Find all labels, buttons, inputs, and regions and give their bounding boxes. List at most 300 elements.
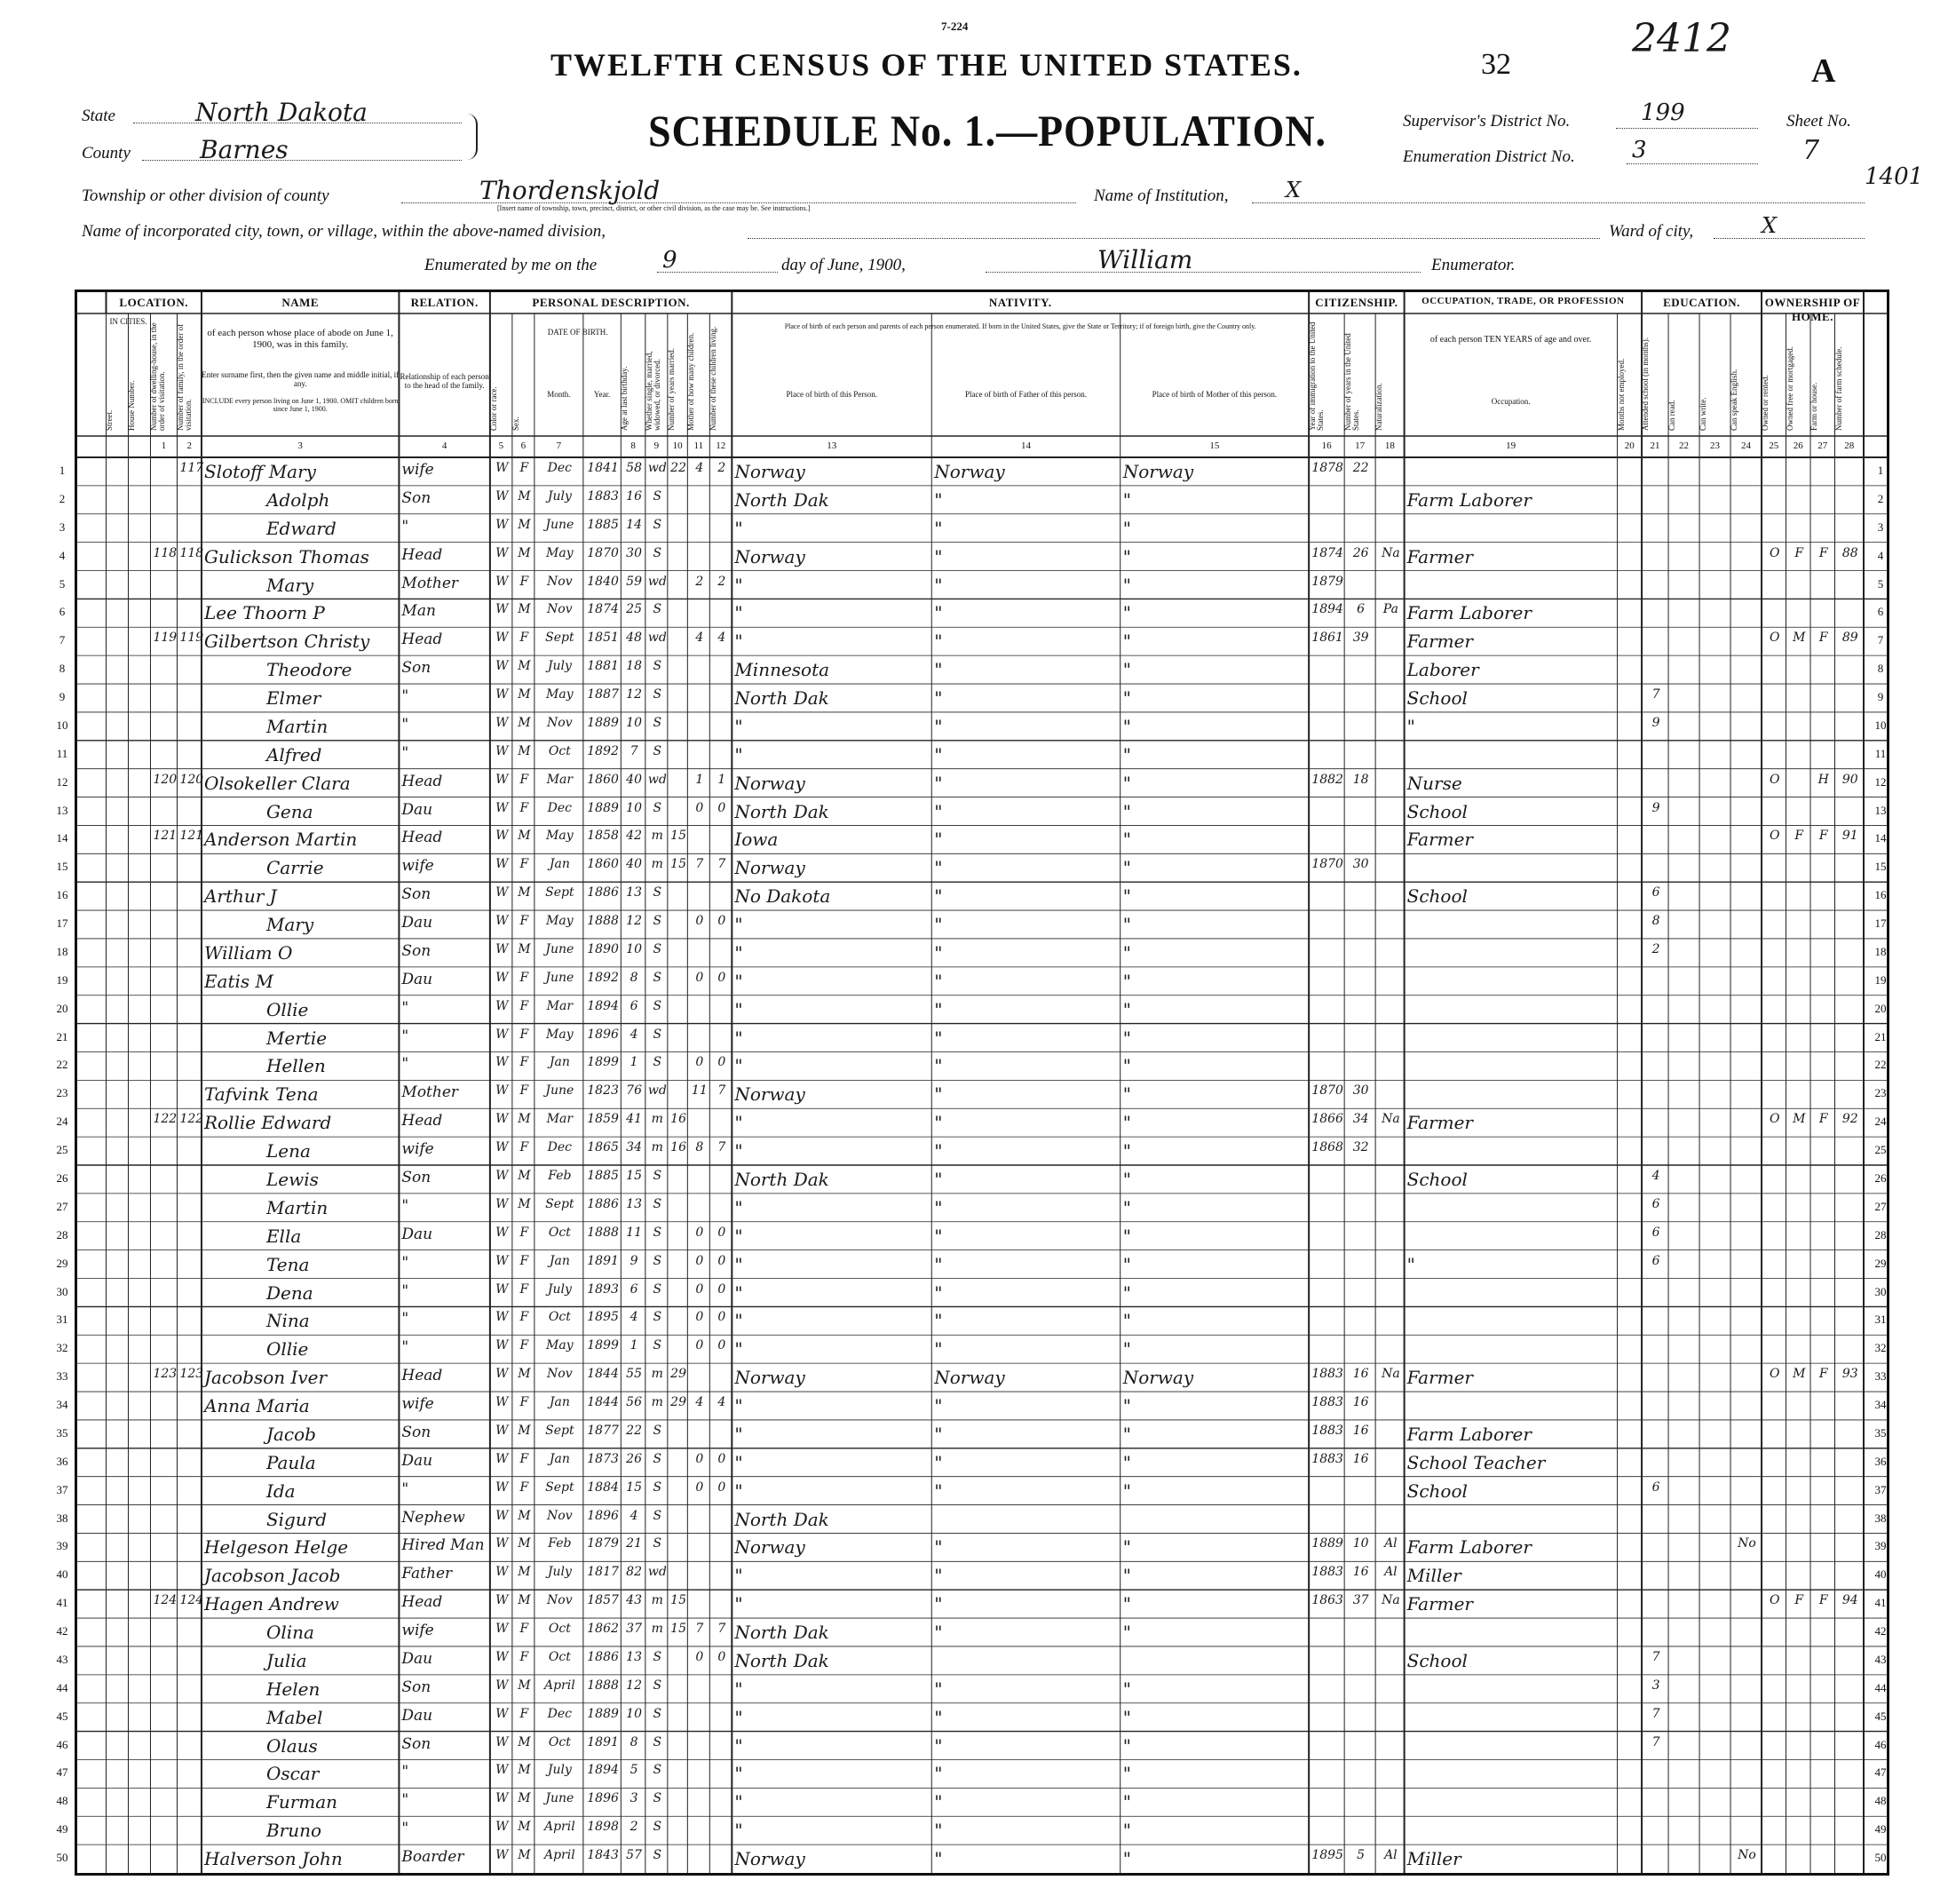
- cell-bm: ": [1122, 829, 1131, 851]
- cell-sex: F: [519, 857, 529, 872]
- cell-name: Hagen Andrew: [203, 1593, 339, 1615]
- cell-mar: S: [653, 1763, 662, 1778]
- cell-month: Feb: [548, 1536, 572, 1551]
- cell-age: 12: [626, 687, 642, 702]
- cell-yus: 26: [1352, 545, 1369, 560]
- cell-month: Nov: [547, 715, 573, 730]
- cell-month: Oct: [548, 743, 571, 758]
- cell-bf: ": [934, 743, 943, 766]
- cell-month: Oct: [548, 1225, 571, 1240]
- cell-age: 16: [626, 488, 642, 504]
- table-row: [56, 1816, 1887, 1844]
- cell-age: 11: [626, 1225, 642, 1240]
- cell-occ: Farmer: [1406, 631, 1473, 653]
- cell-bp: North Dak: [734, 687, 829, 710]
- cell-bf: ": [934, 1734, 943, 1757]
- cell-year: 1886: [587, 1649, 619, 1664]
- column-header-farm_house: Farm or house.: [1809, 382, 1818, 431]
- cell-age: 15: [626, 1480, 642, 1495]
- cell-name: Gilbertson Christy: [203, 631, 370, 653]
- cell-bm: ": [1122, 970, 1131, 992]
- cell-month: Sept: [545, 1480, 574, 1495]
- row-number-right: 44: [1874, 1680, 1887, 1694]
- cell-own: O: [1770, 772, 1780, 787]
- cell-free: M: [1793, 1112, 1806, 1127]
- row-number-left: 30: [56, 1284, 68, 1298]
- cell-bp: North Dak: [734, 1649, 829, 1671]
- cell-bf: ": [934, 1565, 943, 1587]
- cell-bp: ": [734, 517, 743, 539]
- row-number-left: 18: [56, 944, 68, 958]
- cell-name: Olina: [265, 1622, 314, 1644]
- cell-bf: Norway: [934, 1367, 1005, 1389]
- cell-rel: ": [401, 1027, 409, 1045]
- cell-mo: 0: [695, 1253, 704, 1268]
- cell-bm: ": [1122, 1706, 1131, 1728]
- column-header-sex: Sex.: [511, 416, 520, 431]
- column-header-children_living: Number of these children living.: [709, 326, 718, 431]
- cell-occ: School Teacher: [1406, 1451, 1546, 1473]
- state-label: State: [82, 107, 115, 125]
- cell-bm: ": [1122, 857, 1131, 879]
- cell-mo: 2: [695, 574, 704, 589]
- cell-bf: ": [934, 1536, 943, 1559]
- cell-bf: ": [934, 1622, 943, 1644]
- row-number-right: 31: [1874, 1313, 1887, 1327]
- cell-mar: S: [653, 1055, 662, 1070]
- cell-year: 1893: [587, 1281, 619, 1297]
- cell-year: 1896: [587, 1791, 619, 1806]
- cell-bp: ": [734, 574, 743, 596]
- column-header-marital: Whether single, married, widowed, or divorced.: [644, 351, 662, 431]
- cell-fs: 91: [1841, 829, 1858, 844]
- table-row: [56, 1024, 1887, 1052]
- row-number-right: 24: [1874, 1115, 1887, 1129]
- cell-month: Oct: [548, 1649, 571, 1664]
- cell-mar: S: [653, 1480, 662, 1495]
- table-row: [56, 1363, 1887, 1392]
- cell-bf: ": [934, 1310, 943, 1332]
- cell-age: 42: [626, 829, 642, 844]
- cell-sex: F: [519, 1083, 529, 1099]
- cell-bp: Norway: [734, 772, 805, 794]
- cell-age: 6: [630, 998, 638, 1013]
- cell-age: 82: [626, 1565, 642, 1580]
- cell-month: May: [546, 1027, 574, 1042]
- cell-color: W: [495, 1565, 509, 1580]
- cell-bm: ": [1122, 1225, 1131, 1247]
- cell-color: W: [495, 1395, 509, 1410]
- cell-name: Tena: [265, 1253, 310, 1275]
- column-header-color: Color or race.: [488, 386, 498, 431]
- cell-color: W: [495, 914, 509, 929]
- cell-name: Carrie: [265, 857, 324, 879]
- cell-year: 1894: [587, 998, 619, 1013]
- table-row: [56, 910, 1887, 939]
- cell-year: 1877: [587, 1423, 619, 1438]
- cell-rel: Head: [401, 1112, 443, 1130]
- cell-fh: F: [1818, 1112, 1828, 1127]
- cell-bp: Norway: [734, 461, 805, 482]
- cell-occ: Farmer: [1406, 1367, 1473, 1389]
- cell-dw: 123: [153, 1367, 178, 1382]
- cell-bm: ": [1122, 1140, 1131, 1162]
- column-number: 5: [498, 440, 504, 451]
- cell-bp: ": [734, 1423, 743, 1445]
- table-row: [56, 1080, 1887, 1108]
- cell-name: Theodore: [265, 659, 352, 681]
- cell-age: 59: [626, 574, 642, 589]
- row-number-left: 25: [56, 1143, 68, 1157]
- row-number-right: 21: [1874, 1029, 1887, 1043]
- column-header-name_desc: of each person whose place of abode on June 1, 1900, was in this family.: [207, 328, 393, 350]
- cell-fs: 90: [1841, 772, 1858, 787]
- cell-age: 26: [626, 1451, 642, 1466]
- cell-year: 1887: [587, 687, 619, 702]
- column-number: 21: [1650, 440, 1660, 451]
- cell-color: W: [495, 800, 509, 815]
- cell-name: Jacobson Iver: [203, 1367, 328, 1389]
- table-row: [56, 797, 1887, 826]
- row-number-left: 44: [56, 1680, 68, 1694]
- cell-mar: S: [653, 1310, 662, 1325]
- cell-occ: Farm Laborer: [1406, 488, 1532, 511]
- row-number-right: 41: [1874, 1596, 1887, 1610]
- cell-bp: ": [734, 1310, 743, 1332]
- row-number-right: 7: [1877, 633, 1884, 647]
- cell-bm: ": [1122, 1310, 1131, 1332]
- county-value: Barnes: [200, 135, 289, 164]
- cell-month: Mar: [546, 772, 574, 787]
- row-number-left: 8: [59, 662, 66, 676]
- cell-mar: S: [653, 914, 662, 929]
- row-number-left: 49: [56, 1822, 68, 1837]
- cell-bf: ": [934, 1593, 943, 1615]
- cell-fam: 118: [179, 545, 204, 560]
- cell-name: Tafvink Tena: [203, 1083, 319, 1106]
- cell-nat: Na: [1382, 1593, 1400, 1608]
- cell-year: 1892: [587, 743, 619, 758]
- column-header-house_number: House Number.: [127, 380, 137, 431]
- table-row: [56, 1306, 1887, 1335]
- cell-att: 6: [1651, 885, 1660, 900]
- cell-mar: S: [653, 1678, 662, 1693]
- column-number: 10: [672, 440, 683, 451]
- cell-name: Hellen: [265, 1055, 326, 1077]
- cell-bm: ": [1122, 1763, 1131, 1785]
- cell-month: Mar: [546, 1112, 574, 1127]
- cell-imm: 1883: [1311, 1423, 1343, 1438]
- cell-bf: ": [934, 800, 943, 822]
- row-number-left: 50: [56, 1851, 68, 1865]
- cell-rel: Head: [401, 1367, 443, 1385]
- row-number-left: 42: [56, 1624, 68, 1638]
- cell-year: 1888: [587, 1678, 619, 1693]
- cell-year: 1843: [587, 1848, 619, 1863]
- cell-cl: 0: [717, 1480, 726, 1495]
- cell-color: W: [495, 885, 509, 900]
- cell-age: 10: [626, 800, 642, 815]
- cell-year: 1870: [587, 545, 619, 560]
- cell-ym: 16: [670, 1112, 686, 1127]
- cell-sex: F: [519, 1451, 529, 1466]
- cell-bp: ": [734, 1451, 743, 1473]
- row-number-right: 11: [1874, 746, 1887, 760]
- cell-occ: School: [1406, 687, 1468, 710]
- cell-age: 1: [630, 1338, 638, 1353]
- column-header-can_read: Can read.: [1667, 400, 1677, 431]
- cell-rel: Head: [401, 545, 443, 564]
- cell-rel: ": [401, 998, 409, 1017]
- cell-year: 1841: [587, 461, 619, 475]
- table-row: [56, 1618, 1887, 1646]
- row-number-right: 3: [1877, 520, 1884, 534]
- cell-occ: School: [1406, 1480, 1468, 1502]
- cell-rel: wife: [401, 1395, 434, 1414]
- cell-att: 6: [1651, 1253, 1660, 1268]
- cell-bp: North Dak: [734, 1169, 829, 1190]
- cell-mar: S: [653, 1281, 662, 1297]
- cell-bf: ": [934, 772, 943, 794]
- cell-cl: 7: [717, 1140, 726, 1155]
- cell-age: 8: [630, 1734, 638, 1749]
- column-header-can_write: Can write.: [1699, 397, 1708, 431]
- cell-mo: 0: [695, 1451, 704, 1466]
- cell-bp: ": [734, 1706, 743, 1728]
- cell-sex: F: [519, 1480, 529, 1495]
- institution-label: Name of Institution,: [1094, 186, 1229, 205]
- cell-bp: ": [734, 1253, 743, 1275]
- cell-name: Eatis M: [203, 970, 274, 992]
- row-number-left: 22: [56, 1058, 68, 1072]
- cell-color: W: [495, 687, 509, 702]
- column-header-nativity_desc: Place of birth of each person and parents of each person enumerated. If born in the United States, give the State or Territory; if of foreign birth, give the Country only.: [784, 322, 1256, 330]
- column-header-years_married: Number of years married.: [666, 348, 676, 431]
- cell-name: Anna Maria: [203, 1395, 310, 1417]
- cell-bm: ": [1122, 1480, 1131, 1502]
- cell-color: W: [495, 488, 509, 504]
- cell-month: April: [543, 1820, 575, 1835]
- cell-color: W: [495, 1140, 509, 1155]
- row-number-right: 23: [1874, 1086, 1887, 1100]
- cell-bf: ": [934, 715, 943, 737]
- table-row: [56, 1222, 1887, 1250]
- column-number: 16: [1321, 440, 1332, 451]
- cell-color: W: [495, 1820, 509, 1835]
- row-number-right: 1: [1877, 464, 1884, 477]
- cell-cl: 4: [717, 631, 726, 646]
- cell-cl: 0: [717, 800, 726, 815]
- cell-mar: S: [653, 1225, 662, 1240]
- cell-bm: ": [1122, 631, 1131, 653]
- column-header-relation_desc: Relationship of each person to the head of the family.: [400, 372, 489, 391]
- cell-bp: ": [734, 1791, 743, 1813]
- table-row: [59, 684, 1887, 712]
- cell-occ: School: [1406, 885, 1468, 908]
- cell-bf: ": [934, 545, 943, 567]
- cell-year: 1840: [587, 574, 619, 589]
- cell-year: 1889: [587, 715, 619, 730]
- cell-month: May: [546, 545, 574, 560]
- cell-age: 12: [626, 914, 642, 929]
- cell-sex: F: [519, 631, 529, 646]
- cell-color: W: [495, 829, 509, 844]
- cell-sex: M: [518, 602, 531, 617]
- cell-age: 58: [626, 461, 642, 475]
- cell-rel: Head: [401, 631, 443, 649]
- enumeration-label: Enumeration District No.: [1403, 147, 1575, 166]
- cell-sex: F: [519, 461, 529, 475]
- cell-bp: ": [734, 941, 743, 964]
- cell-bf: ": [934, 574, 943, 596]
- cell-fs: 89: [1841, 631, 1858, 646]
- cell-sex: M: [518, 1734, 531, 1749]
- sheet-letter: A: [1811, 52, 1836, 90]
- enumerated-label-2: day of June, 1900,: [781, 256, 906, 274]
- row-number-left: 2: [59, 491, 66, 505]
- table-row: [56, 1165, 1887, 1194]
- cell-bm: ": [1122, 687, 1131, 710]
- cell-cl: 1: [717, 772, 726, 787]
- cell-nat: Na: [1382, 545, 1400, 560]
- cell-mar: S: [653, 1253, 662, 1268]
- column-number: 1: [161, 440, 167, 451]
- cell-name: Gulickson Thomas: [203, 545, 369, 567]
- row-number-right: 33: [1874, 1369, 1887, 1384]
- table-row: [56, 853, 1887, 882]
- row-number-right: 42: [1874, 1624, 1887, 1638]
- cell-name: Anderson Martin: [203, 829, 358, 851]
- cell-bm: ": [1122, 1083, 1131, 1106]
- cell-rel: Son: [401, 941, 432, 960]
- cell-year: 1884: [587, 1480, 619, 1495]
- cell-rel: ": [401, 1055, 409, 1074]
- cell-fam: 117: [179, 461, 204, 475]
- cell-dw: 124: [153, 1593, 178, 1608]
- cell-bf: ": [934, 602, 943, 624]
- table-row: [56, 1137, 1887, 1165]
- cell-nat: Al: [1384, 1536, 1398, 1551]
- table-row: [59, 571, 1887, 599]
- cell-mar: S: [653, 1423, 662, 1438]
- cell-bm: ": [1122, 1055, 1131, 1077]
- cell-sex: F: [519, 1395, 529, 1410]
- cell-fam: 123: [179, 1367, 204, 1382]
- cell-name: Martin: [265, 715, 329, 737]
- cell-bf: ": [934, 1225, 943, 1247]
- row-number-right: 27: [1874, 1199, 1887, 1213]
- row-number-right: 14: [1874, 831, 1887, 845]
- cell-ym: 29: [670, 1395, 686, 1410]
- column-number: 6: [520, 440, 527, 451]
- cell-sex: M: [518, 687, 531, 702]
- cell-year: 1883: [587, 488, 619, 504]
- column-number: 27: [1817, 440, 1828, 451]
- column-number: 24: [1741, 440, 1752, 451]
- cell-name: Jacob: [265, 1423, 316, 1445]
- column-number: 26: [1793, 440, 1803, 451]
- cell-rel: Dau: [401, 1649, 433, 1668]
- cell-bm: ": [1122, 1622, 1131, 1644]
- cell-rel: ": [401, 1281, 409, 1300]
- column-header-family: Number of family, in the order of visitation.: [176, 323, 194, 431]
- cell-year: 1886: [587, 1196, 619, 1211]
- cell-name: Halverson John: [203, 1848, 343, 1870]
- row-number-right: 12: [1874, 774, 1887, 789]
- cell-month: Dec: [547, 800, 573, 815]
- cell-cl: 0: [717, 1338, 726, 1353]
- cell-year: 1879: [587, 1536, 619, 1551]
- table-row: [56, 1279, 1887, 1307]
- cell-name: Mary: [265, 574, 314, 596]
- cell-bm: ": [1122, 743, 1131, 766]
- cell-bm: ": [1122, 488, 1131, 511]
- row-number-right: 32: [1874, 1341, 1887, 1355]
- cell-month: Jan: [549, 1451, 570, 1466]
- cell-bp: ": [734, 970, 743, 992]
- cell-rel: Head: [401, 1593, 443, 1612]
- cell-bf: ": [934, 1196, 943, 1218]
- column-header-farm_schedule: Number of farm schedule.: [1833, 346, 1843, 431]
- cell-bp: ": [734, 631, 743, 653]
- cell-year: 1898: [587, 1820, 619, 1835]
- column-header-date_of_birth: DATE OF BIRTH.: [547, 328, 608, 337]
- cell-bm: ": [1122, 1281, 1131, 1304]
- cell-mo: 7: [695, 857, 704, 872]
- cell-bp: Norway: [734, 1536, 805, 1559]
- row-number-left: 39: [56, 1539, 68, 1553]
- cell-rel: ": [401, 517, 409, 536]
- cell-month: May: [546, 687, 574, 702]
- cell-att: 9: [1651, 715, 1660, 730]
- cell-name: Edward: [265, 517, 337, 539]
- cell-age: 13: [626, 1649, 642, 1664]
- cell-rel: Dau: [401, 914, 433, 932]
- cell-sex: F: [519, 1622, 529, 1637]
- cell-mar: S: [653, 1027, 662, 1042]
- cell-age: 10: [626, 1706, 642, 1721]
- cell-own: O: [1770, 631, 1780, 646]
- table-row: [56, 1250, 1887, 1279]
- cell-sex: M: [518, 1536, 531, 1551]
- cell-bm: ": [1122, 1565, 1131, 1587]
- row-number-right: 8: [1877, 662, 1884, 676]
- cell-bp: North Dak: [734, 1622, 829, 1644]
- table-row: [56, 1505, 1887, 1534]
- cell-imm: 1863: [1311, 1593, 1343, 1608]
- cell-own: O: [1770, 1112, 1780, 1127]
- cell-bp: North Dak: [734, 800, 829, 822]
- column-header-owned_rented: Owned or rented.: [1761, 375, 1770, 431]
- table-row: [59, 514, 1887, 543]
- cell-year: 1891: [587, 1253, 619, 1268]
- row-number-left: 29: [56, 1256, 68, 1270]
- cell-year: 1886: [587, 885, 619, 900]
- cell-name: Lena: [265, 1140, 311, 1162]
- sheet-label: Sheet No.: [1786, 112, 1851, 131]
- table-row: [56, 1194, 1887, 1222]
- cell-sex: F: [519, 1140, 529, 1155]
- row-number-right: 6: [1877, 605, 1884, 619]
- cell-occ: Farm Laborer: [1406, 1423, 1532, 1445]
- cell-year: 1895: [587, 1310, 619, 1325]
- cell-color: W: [495, 1196, 509, 1211]
- cell-bp: ": [734, 1395, 743, 1417]
- cell-name: Helen: [265, 1678, 321, 1700]
- cell-bp: ": [734, 1281, 743, 1304]
- cell-cl: 2: [717, 574, 726, 589]
- column-number: 18: [1384, 440, 1395, 451]
